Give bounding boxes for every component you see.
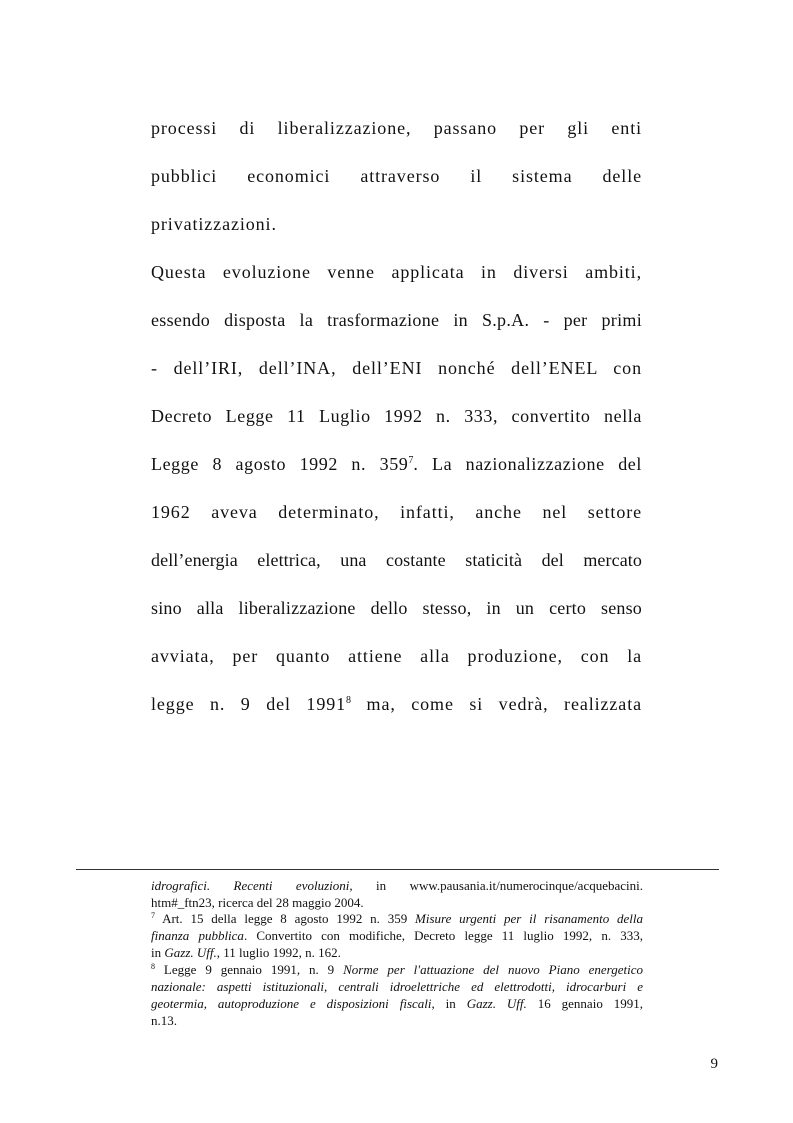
- footnote-line: idrografici. Recenti evoluzioni, in www.pausania.it/numerocinque/acquebacini.: [151, 878, 643, 893]
- body-line: Legge 8 agosto 1992 n. $359^7$. La nazionalizzazione del: [151, 454, 642, 474]
- footnote-line: in Gazz. Uff., 11 luglio 1992, n. 162.: [151, 945, 341, 960]
- footnote-number: 8: [151, 962, 155, 971]
- body-line: sino alla liberalizzazione dello stesso, in un certo senso: [151, 598, 642, 618]
- footnote-ref: 7: [408, 455, 414, 466]
- body-line: Decreto Legge 11 Luglio 1992 n. 333, convertito nella: [151, 406, 642, 426]
- footnote-line: n.13.: [151, 1013, 177, 1028]
- footnote-separator: [76, 869, 719, 870]
- footnote-line: nazionale: aspetti istituzionali, centrali idroelettriche ed elettrodotti, idrocarburi e: [151, 979, 643, 994]
- body-line: 1962 aveva determinato, infatti, anche nel settore: [151, 502, 642, 522]
- body-line: Questa evoluzione venne applicata in diversi ambiti,: [151, 262, 642, 282]
- body-line: privatizzazioni.: [151, 214, 277, 234]
- footnote-line: $^8$ Legge 9 gennaio 1991, n. 9 Norme per l'attuazione del nuovo Piano energetico: [151, 962, 643, 977]
- footnote-line: $^7$ Art. 15 della legge 8 agosto 1992 n. 359 Misure urgenti per il risanamento della: [151, 911, 643, 926]
- body-line: avviata, per quanto attiene alla produzione, con la: [151, 646, 642, 666]
- body-line: essendo disposta la trasformazione in S.p.A. - per primi: [151, 310, 642, 330]
- footnote-line: htm#_ftn23, ricerca del 28 maggio 2004.: [151, 895, 364, 910]
- body-line: legge n. 9 del 1991$^8$ ma, come si vedrà, realizzata: [151, 694, 642, 714]
- body-line: processi di liberalizzazione, passano per gli enti: [151, 118, 642, 138]
- footnote-number: 7: [151, 911, 155, 920]
- body-line: dell’energia elettrica, una costante staticità del mercato: [151, 550, 642, 570]
- body-line: - dell’IRI, dell’INA, dell’ENI nonché dell’ENEL con: [151, 358, 642, 378]
- footnote-line: finanza pubblica. Convertito con modifiche, Decreto legge 11 luglio 1992, n. 333,: [151, 928, 643, 943]
- body-line: pubblici economici attraverso il sistema delle: [151, 166, 642, 186]
- page-number: 9: [710, 1056, 718, 1072]
- footnote-line: geotermia, autoproduzione e disposizioni fiscali, in Gazz. Uff. 16 gennaio 1991,: [151, 996, 643, 1011]
- footnote-ref: 8: [346, 695, 352, 706]
